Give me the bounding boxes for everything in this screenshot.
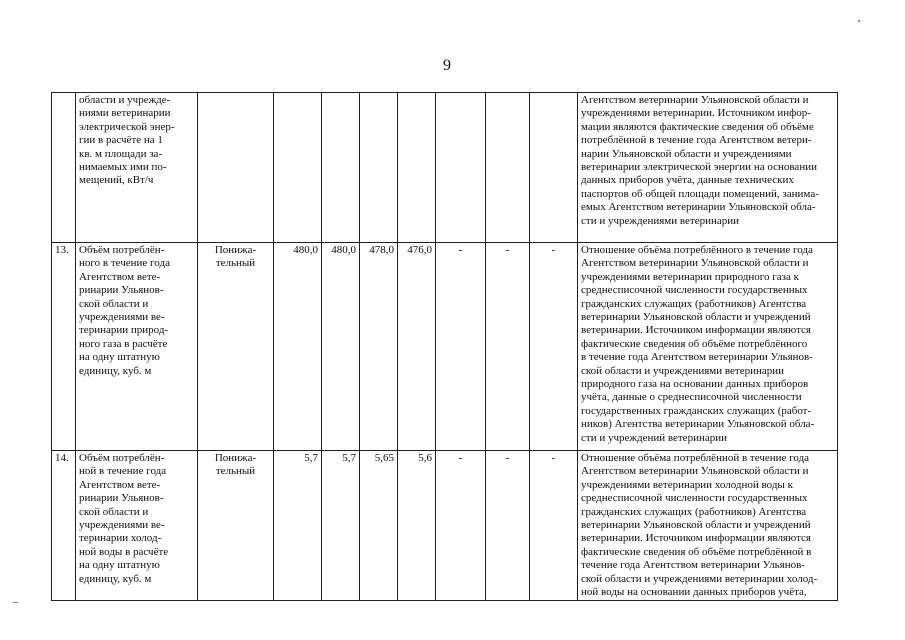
indicator-type-cell	[198, 93, 274, 243]
indicator-line: ного газа в расчёте	[79, 337, 168, 350]
description-line: природного газа на основании данных приборов	[581, 378, 809, 391]
value-cell: 478,0	[360, 243, 398, 451]
indicator-line: ного в течение года	[79, 257, 170, 270]
indicator-line: ринарии Ульянов-	[79, 492, 164, 505]
value-cell: 5,65	[360, 451, 398, 601]
value-cell	[274, 93, 322, 243]
value-cell: 480,0	[274, 243, 322, 451]
indicator-line: гии в расчёте на 1	[79, 134, 163, 147]
indicator-line: Агентством вете-	[79, 478, 161, 491]
description-line: мации являются фактические сведения об объёме	[581, 120, 814, 133]
indicator-line: кв. м площади за-	[79, 147, 163, 160]
indicator-line: мещений, кВт/ч	[79, 174, 154, 187]
indicator-line: ской области и	[79, 297, 149, 310]
value-cell: 5,7	[322, 451, 360, 601]
description-line: ветеринарии Ульяновской области и учреждений	[581, 519, 811, 532]
indicator-line: ной в течение года	[79, 465, 167, 478]
extra-value-cell: -	[436, 243, 486, 451]
indicator-line: ской области и	[79, 505, 149, 518]
description-line: нарии Ульяновской области и учреждениями	[581, 147, 792, 160]
page-number: 9	[443, 57, 451, 74]
description-line: Отношение объёма потреблённого в течение года	[581, 244, 813, 256]
description-line: ской области и учреждениями ветеринарии холод-	[581, 572, 818, 585]
description-line: Агентством ветеринарии Ульяновской области и	[581, 94, 809, 106]
description-line: в течение года Агентством ветеринарии Ульянов-	[581, 351, 813, 364]
description-line: государственных гражданских служащих (работ-	[581, 404, 812, 417]
description-line: паспортов об общей площади помещений, занима-	[581, 187, 819, 200]
description-line: ской области и учреждениями ветеринарии	[581, 364, 785, 377]
description-cell	[578, 451, 838, 601]
description-line: среднесписочной численности государственных	[581, 284, 808, 297]
description-line: ветеринарии. Источником информации являются	[581, 324, 811, 337]
indicator-line: единицу, куб. м	[79, 572, 152, 585]
description-line: течение года Агентством ветеринарии Ульянов-	[581, 559, 805, 572]
indicator-line: ринарии Ульянов-	[79, 284, 164, 297]
value-cell	[398, 93, 436, 243]
description-line: Агентством ветеринарии Ульяновской области и	[581, 257, 809, 270]
indicator-line: ной воды в расчёте	[79, 545, 169, 558]
indicator-line: учреждениями ве-	[79, 519, 165, 532]
indicator-name-cell	[76, 243, 198, 451]
value-cell	[322, 93, 360, 243]
value-cell	[360, 93, 398, 243]
extra-value-cell	[436, 93, 486, 243]
row-number-cell	[52, 93, 76, 243]
description-line: среднесписочной численности государственных	[581, 492, 808, 505]
extra-value-cell: -	[530, 243, 578, 451]
description-line: ной воды на основании данных приборов учёта,	[581, 586, 807, 599]
indicators-table	[51, 92, 838, 601]
indicator-line: Объём потреблён-	[79, 244, 165, 256]
indicator-line: учреждениями ве-	[79, 311, 165, 324]
extra-value-cell: -	[436, 451, 486, 601]
description-line: сти и учреждений ветеринарии	[581, 431, 727, 444]
indicator-name-cell	[76, 451, 198, 601]
indicator-type-line: тельный	[215, 465, 256, 478]
description-line: ников) Агентства ветеринарии Ульяновской обла-	[581, 418, 815, 431]
description-line: гражданских служащих (работников) Агентства	[581, 505, 807, 518]
extra-value-cell: -	[530, 451, 578, 601]
value-cell: 5,6	[398, 451, 436, 601]
indicator-line: Объём потреблён-	[79, 452, 165, 464]
table-row	[52, 243, 838, 451]
description-line: учреждениями ветеринарии. Источником инфор-	[581, 107, 811, 120]
extra-value-cell: -	[486, 451, 530, 601]
description-line: ветеринарии Ульяновской области и учреждений	[581, 311, 811, 324]
indicator-line: на одну штатную	[79, 559, 160, 572]
scan-artifact	[13, 602, 18, 603]
row-number-cell: 13.	[52, 243, 76, 451]
description-line: ветеринарии электрической энергии на основании	[581, 161, 817, 174]
description-line: потреблённой в течение года Агентством ветери-	[581, 134, 812, 147]
indicator-type-line: тельный	[215, 257, 256, 270]
indicator-type-line: Понижа-	[214, 244, 257, 256]
value-cell: 476,0	[398, 243, 436, 451]
description-line: емых Агентством ветеринарии Ульяновской обла-	[581, 201, 816, 214]
indicator-line: теринарии природ-	[79, 324, 169, 337]
extra-value-cell	[486, 93, 530, 243]
description-line: фактические сведения об объёме потреблённого	[581, 337, 808, 350]
indicator-line: Агентством вете-	[79, 270, 161, 283]
value-cell: 5,7	[274, 451, 322, 601]
indicator-line: нимаемых ими по-	[79, 161, 167, 174]
description-cell	[578, 243, 838, 451]
indicator-line: электрической энер-	[79, 120, 175, 133]
indicator-line: теринарии холод-	[79, 532, 162, 545]
table-row	[52, 93, 838, 243]
indicators-table-wrapper	[51, 92, 838, 601]
table-body	[52, 93, 838, 601]
indicator-line: единицу, куб. м	[79, 364, 152, 377]
indicator-name-cell	[76, 93, 198, 243]
extra-value-cell	[530, 93, 578, 243]
indicator-line: на одну штатную	[79, 351, 160, 364]
value-cell: 480,0	[322, 243, 360, 451]
description-line: ветеринарии. Источником информации являются	[581, 532, 811, 545]
description-line: гражданских служащих (работников) Агентства	[581, 297, 807, 310]
row-number-cell: 14.	[52, 451, 76, 601]
indicator-line: области и учрежде-	[79, 94, 171, 106]
description-line: Отношение объёма потреблённой в течение года	[581, 452, 810, 464]
description-line: учёта, данные о среднесписочной численности	[581, 391, 802, 404]
extra-value-cell: -	[486, 243, 530, 451]
indicator-line: ниями ветеринарии	[79, 107, 171, 120]
description-line: учреждениями ветеринарии природного газа к	[581, 270, 799, 283]
indicator-type-cell	[198, 243, 274, 451]
description-cell	[578, 93, 838, 243]
table-row	[52, 451, 838, 601]
description-line: Агентством ветеринарии Ульяновской области и	[581, 465, 809, 478]
description-line: данных приборов учёта, данные технических	[581, 174, 794, 187]
description-line: учреждениями ветеринарии холодной воды к	[581, 478, 793, 491]
description-line: сти и учреждениями ветеринарии	[581, 214, 740, 227]
scan-artifact	[858, 20, 860, 22]
description-line: фактические сведения об объёме потреблённой в	[581, 545, 812, 558]
indicator-type-cell	[198, 451, 274, 601]
indicator-type-line: Понижа-	[214, 452, 257, 464]
